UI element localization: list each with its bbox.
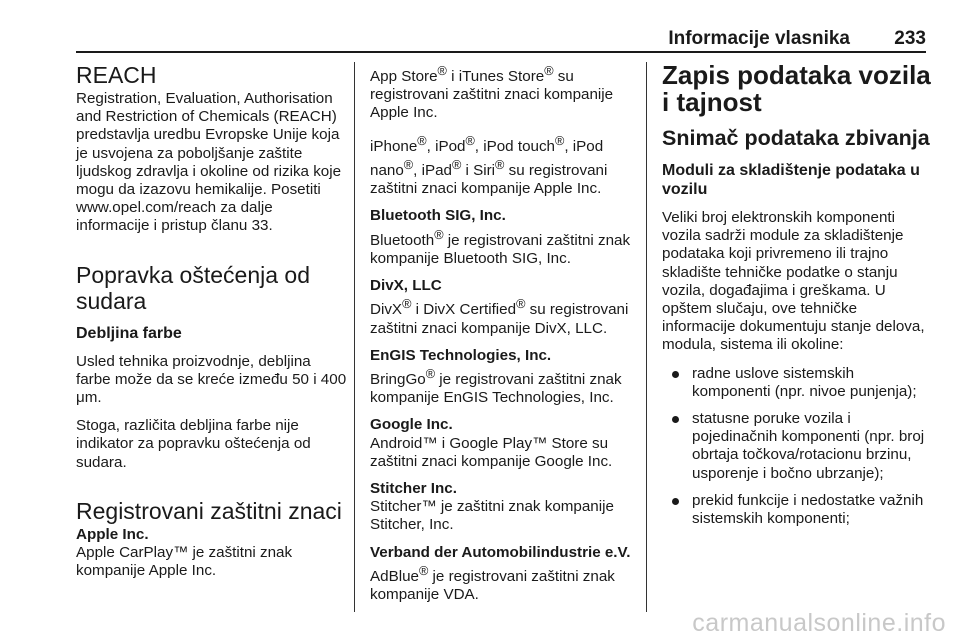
vda-paragraph: AdBlue® je registrovani zaštitni znak kompanije VDA.: [370, 563, 615, 604]
apple-company: Apple Inc.: [76, 525, 149, 543]
apple-paragraph: Apple CarPlay™ je zaštitni znak kompanije Apple Inc.: [76, 544, 293, 580]
trademarks-heading: Registrovani zaštitni znaci: [76, 497, 342, 524]
bluetooth-paragraph: Bluetooth® je registrovani zaštitni znak kompanije Bluetooth SIG, Inc.: [370, 227, 631, 267]
paint-heading: Debljina farbe: [76, 324, 182, 342]
column-divider-1: [354, 62, 355, 612]
page-number: 233: [894, 28, 926, 49]
header-title: Informacije vlasnika: [668, 28, 850, 49]
modules-heading: Moduli za skladištenje podataka u vozilu: [662, 162, 920, 198]
column-divider-2: [646, 62, 647, 612]
bluetooth-company: Bluetooth SIG, Inc.: [370, 207, 506, 225]
reach-heading: REACH: [76, 62, 157, 88]
divx-paragraph: DivX® i DivX Certified® su registrovani zaštitni znaci kompanije DivX, LLC.: [370, 297, 629, 337]
engis-company: EnGIS Technologies, Inc.: [370, 346, 552, 364]
column-middle: [370, 62, 636, 613]
page-header: [76, 28, 926, 52]
repair-heading: Popravka oštećenja od sudara: [76, 261, 310, 314]
bullet-icon: [672, 371, 679, 378]
reach-paragraph: Registration, Evaluation, Authorisation and Restriction of Chemicals (REACH) predstavlja uredbu Evropske Unije koja je usvojena za poboljšanje zaštite ljudskog zdravlja i okoline od rizika koje mogu da izazovu hemikalije. Posetiti www.opel.com/reach za dalje informacije i pristup članu 33.: [76, 90, 342, 235]
stitcher-paragraph: Stitcher™ je zaštitni znak kompanije Stitcher, Inc.: [370, 498, 614, 534]
column-right: [662, 62, 932, 537]
vda-company: Verband der Automobilindustrie e.V.: [370, 543, 631, 561]
paint-paragraph-1: Usled tehnika proizvodnje, debljina farbe može da se kreće između 50 i 400 μm.: [76, 352, 347, 407]
engis-paragraph: BringGo® je registrovani zaštitni znak kompanije EnGIS Technologies, Inc.: [370, 366, 622, 407]
bullet-icon: [672, 498, 679, 505]
google-paragraph: Android™ i Google Play™ Store su zaštitni znaci kompanije Google Inc.: [370, 434, 613, 470]
column-left: [76, 62, 348, 590]
appstore-paragraph: App Store® i iTunes Store® su registrovani zaštitni znaci kompanije Apple Inc.: [370, 64, 614, 122]
subsection-heading: Snimač podataka zbivanja: [662, 126, 930, 150]
header-rule: [76, 51, 926, 53]
intro-paragraph: Veliki broj elektronskih komponenti vozila sadrži module za skladištenje podataka koji privremeno ili trajno skladište tehničke podatke o stanju vozila, događajima i greškama. U opštem slučaju, ove tehničke informacije dokumentuju stanje delova, modula, sistema ili okoline:: [662, 209, 925, 354]
iphone-paragraph: iPhone®, iPod®, iPod touch®, iPod nano®, iPad® i Siri® su registrovani zaštitni znaci kompanije Apple Inc.: [370, 133, 608, 198]
google-company: Google Inc.: [370, 416, 453, 434]
divx-company: DivX, LLC: [370, 277, 442, 295]
list-item: radne uslove sistemskih komponenti (npr. nivoe punjenja);: [662, 365, 932, 401]
paint-paragraph-2: Stoga, različita debljina farbe nije indikator za popravku oštećenja od sudara.: [76, 417, 311, 471]
watermark: carmanualsonline.info: [692, 609, 946, 637]
section-heading: Zapis podataka vozila i tajnost: [662, 60, 931, 117]
list-item: statusne poruke vozila i pojedinačnih komponenti (npr. broj obrtaja točkova/rotacionu brzinu, usporenje i bočno ubrzanje);: [662, 410, 932, 483]
list-item: prekid funkcije i nedostatke važnih sistemskih komponenti;: [662, 492, 932, 528]
bullet-icon: [672, 416, 679, 423]
stitcher-company: Stitcher Inc.: [370, 480, 457, 498]
